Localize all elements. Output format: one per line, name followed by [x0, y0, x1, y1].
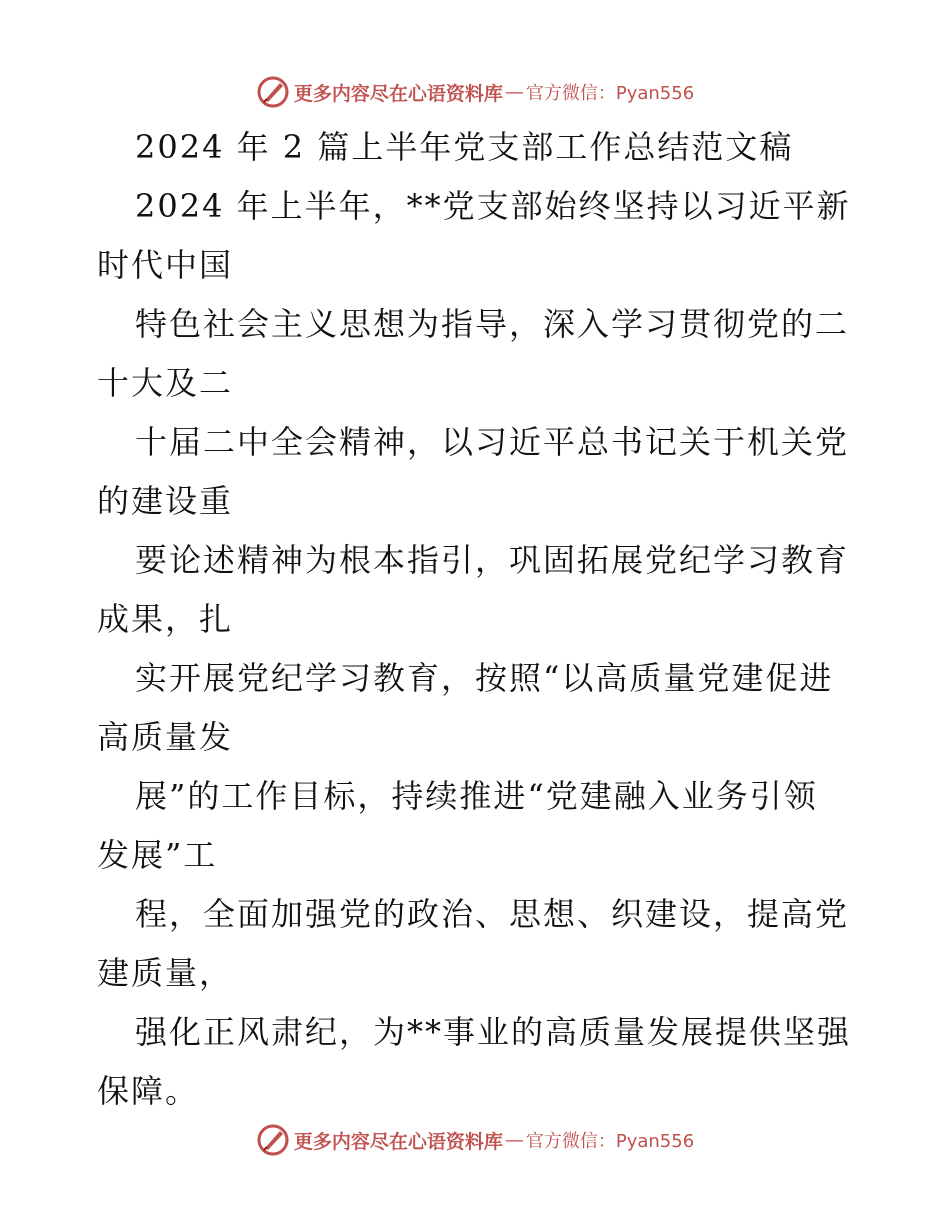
paragraph-line: 实开展党纪学习教育，按照“以高质量党建促进 [135, 659, 834, 697]
paragraph-line: 特色社会主义思想为指导，深入学习贯彻党的二 [135, 305, 850, 343]
paragraph-line: 保障。 [97, 1072, 200, 1110]
quill-seal-icon [256, 1123, 290, 1157]
document-title: 2024 年 2 篇上半年党支部工作总结范文稿 [135, 128, 794, 166]
paragraph-line: 发展”工 [97, 836, 218, 874]
watermark-wechat-text: 官方微信：Pyan556 [525, 1131, 695, 1152]
document-body [97, 118, 857, 1121]
header-watermark [0, 72, 950, 112]
paragraph-line: 十大及二 [97, 364, 234, 402]
paragraph-line: 程，全面加强党的政治、思想、织建设，提高党 [135, 895, 850, 933]
paragraph-line: 要论述精神为根本指引，巩固拓展党纪学习教育 [135, 541, 850, 579]
paragraph-line: 高质量发 [97, 718, 234, 756]
watermark-wechat-text: 官方微信：Pyan556 [525, 83, 695, 104]
footer-watermark [0, 1120, 950, 1160]
quill-seal-icon [256, 75, 290, 109]
paragraph-line: 十届二中全会精神，以习近平总书记关于机关党 [135, 423, 850, 461]
paragraph-line: 2024 年上半年，**党支部始终坚持以习近平新 [135, 187, 851, 225]
watermark-separator: — [504, 81, 524, 103]
paragraph-line: 的建设重 [97, 482, 234, 520]
paragraph-line: 时代中国 [97, 246, 234, 284]
paragraph-line: 建质量， [97, 954, 234, 992]
watermark-site-text: 更多内容尽在心语资料库 [293, 1130, 503, 1153]
paragraph-line: 成果，扎 [97, 600, 234, 638]
watermark-separator: — [504, 1129, 524, 1151]
paragraph-line: 展”的工作目标，持续推进“党建融入业务引领 [135, 777, 818, 815]
watermark-site-text: 更多内容尽在心语资料库 [293, 82, 503, 105]
paragraph-line: 强化正风肃纪，为**事业的高质量发展提供坚强 [135, 1013, 852, 1051]
